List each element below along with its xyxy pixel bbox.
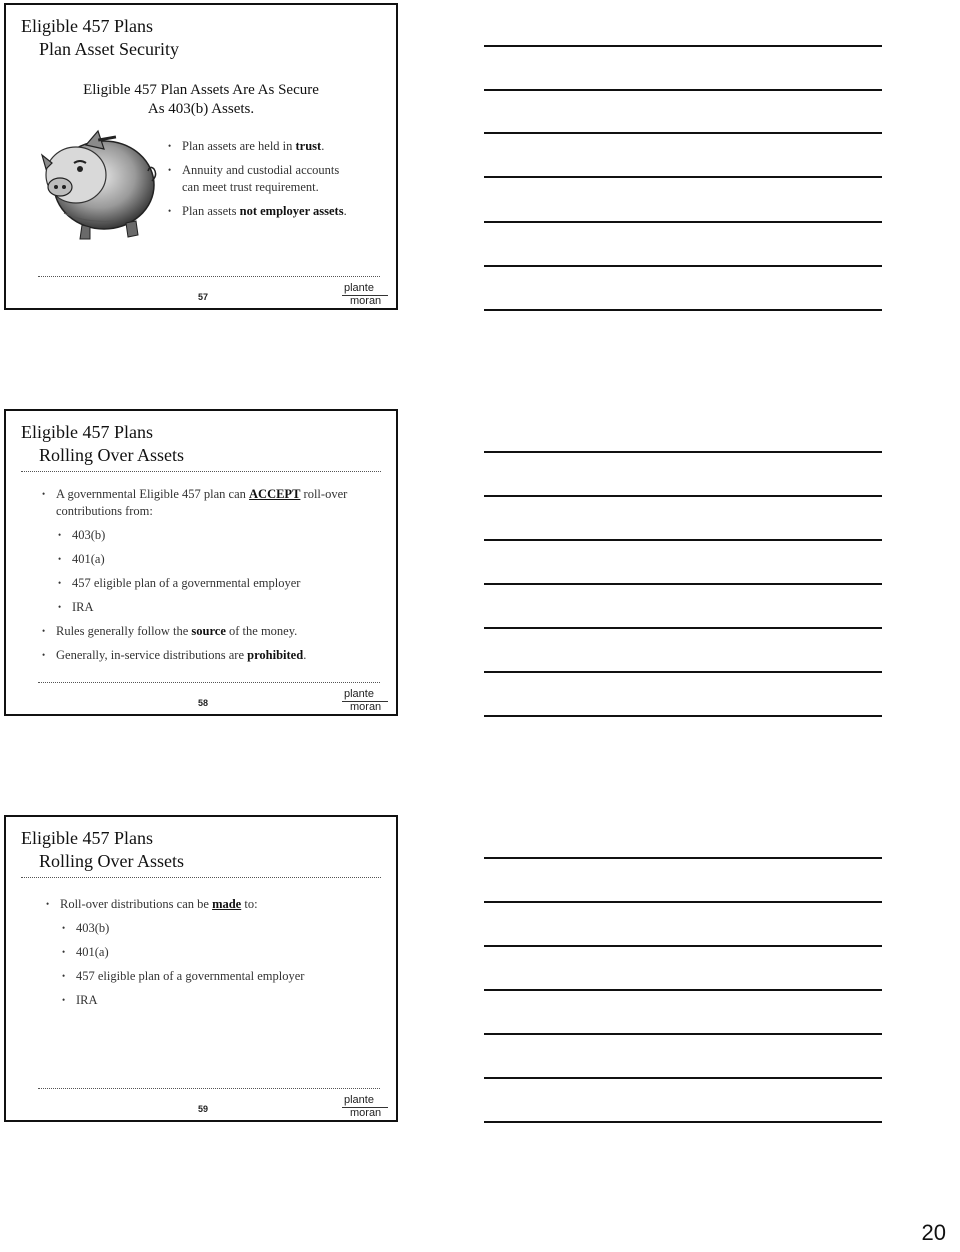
list-item: • A governmental Eligible 457 plan can ACCEPT roll-over contributions from: xyxy=(42,486,382,520)
notes-line xyxy=(484,715,882,717)
notes-line xyxy=(484,451,882,453)
callout-line1: Eligible 457 Plan Assets Are As Secure xyxy=(83,82,319,98)
plante-moran-logo: plante moran xyxy=(342,283,392,311)
notes-line xyxy=(484,1077,882,1079)
notes-line xyxy=(484,901,882,903)
notes-line xyxy=(484,265,882,267)
list-item: • 401(a) xyxy=(62,944,386,961)
notes-line xyxy=(484,309,882,311)
list-item: • 457 eligible plan of a governmental employer xyxy=(62,968,386,985)
list-item: • IRA xyxy=(62,992,386,1009)
list-item: • Rules generally follow the source of the money. xyxy=(42,623,382,640)
slide-title xyxy=(21,421,184,467)
notes-line xyxy=(484,495,882,497)
list-item: • 457 eligible plan of a governmental employer xyxy=(58,575,382,592)
notes-line xyxy=(484,627,882,629)
list-item: • 401(a) xyxy=(58,551,382,568)
slide-title-line2: Plan Asset Security xyxy=(39,39,179,59)
notes-line xyxy=(484,45,882,47)
notes-line xyxy=(484,539,882,541)
slide-59 xyxy=(4,815,398,1122)
slide-callout xyxy=(22,81,380,119)
slide-58 xyxy=(4,409,398,716)
title-divider xyxy=(21,471,381,472)
footer-divider xyxy=(38,1088,380,1089)
title-divider xyxy=(21,877,381,878)
plante-moran-logo: plante moran xyxy=(342,1095,392,1123)
slide-page-number: 58 xyxy=(198,698,209,708)
list-item: • Roll-over distributions can be made to: xyxy=(46,896,386,913)
slide-title-line1: Eligible 457 Plans xyxy=(21,16,153,36)
notes-line xyxy=(484,132,882,134)
callout-line2: As 403(b) Assets. xyxy=(147,101,255,117)
list-item: • 403(b) xyxy=(58,527,382,544)
slide-title-line1: Eligible 457 Plans xyxy=(21,422,153,442)
slide-title-line2: Rolling Over Assets xyxy=(39,445,185,465)
list-item: • Annuity and custodial accounts can meet trust requirement. xyxy=(168,162,348,196)
notes-line xyxy=(484,945,882,947)
slide-title xyxy=(21,827,184,873)
footer-divider xyxy=(38,276,380,277)
notes-line xyxy=(484,176,882,178)
notes-line xyxy=(484,1033,882,1035)
slide-page-number: 59 xyxy=(198,1104,209,1114)
bullet-list xyxy=(42,486,382,671)
list-item: • Plan assets not employer assets. xyxy=(168,203,348,220)
bullet-list xyxy=(46,896,386,1016)
slide-title-line1: Eligible 457 Plans xyxy=(21,828,153,848)
notes-line xyxy=(484,583,882,585)
page-number: 20 xyxy=(921,1220,946,1245)
footer-divider xyxy=(38,682,380,683)
plante-moran-logo: plante moran xyxy=(342,689,392,717)
piggy-bank-icon xyxy=(34,123,158,251)
slide-title xyxy=(21,15,179,61)
slide-57 xyxy=(4,3,398,310)
notes-line xyxy=(484,857,882,859)
notes-line xyxy=(484,989,882,991)
bullet-list xyxy=(168,138,348,227)
notes-line xyxy=(484,221,882,223)
slide-title-line2: Rolling Over Assets xyxy=(39,851,185,871)
notes-line xyxy=(484,1121,882,1123)
list-item: • Generally, in-service distributions are prohibited. xyxy=(42,647,382,664)
list-item: • Plan assets are held in trust. xyxy=(168,138,348,155)
slide-page-number: 57 xyxy=(198,292,209,302)
list-item: • IRA xyxy=(58,599,382,616)
notes-line xyxy=(484,671,882,673)
list-item: • 403(b) xyxy=(62,920,386,937)
notes-line xyxy=(484,89,882,91)
